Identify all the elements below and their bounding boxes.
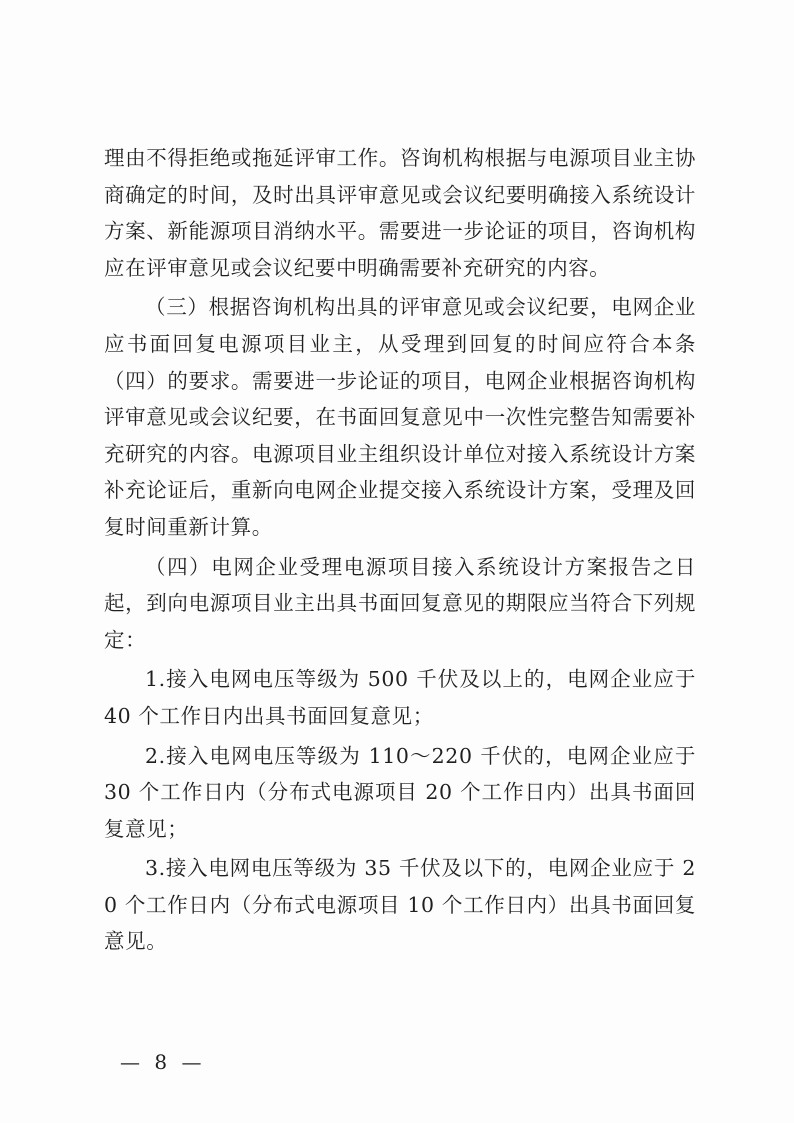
document-body (104, 140, 696, 963)
paragraph-continuation: 理由不得拒绝或拖延评审工作。咨询机构根据与电源项目业主协商确定的时间，及时出具评审意见或会议纪要明确接入系统设计方案、新能源项目消纳水平。需要进一步论证的项目，咨询机构应在评审意见或会议纪要中明确需要补充研究的内容。 (104, 146, 696, 280)
paragraph-item-three: （三）根据咨询机构出具的评审意见或会议纪要，电网企业应书面回复电源项目业主，从受理到回复的时间应符合本条（四）的要求。需要进一步论证的项目，电网企业根据咨询机构评审意见或会议纪要，在书面回复意见中一次性完整告知需要补充研究的内容。电源项目业主组织设计单位对接入系统设计方案补充论证后，重新向电网企业提交接入系统设计方案，受理及回复时间重新计算。 (104, 295, 696, 539)
page-number: — 8 — (120, 1050, 206, 1074)
list-item-500kv: 1.接入电网电压等级为 500 千伏及以上的，电网企业应于 40 个工作日内出具书面回复意见； (104, 667, 696, 728)
paragraph-item-four: （四）电网企业受理电源项目接入系统设计方案报告之日起，到向电源项目业主出具书面回复意见的期限应当符合下列规定： (104, 554, 696, 652)
list-item-110-220kv: 2.接入电网电压等级为 110～220 千伏的，电网企业应于 30 个工作日内（分布式电源项目 20 个工作日内）出具书面回复意见； (104, 743, 696, 841)
list-item-35kv: 3.接入电网电压等级为 35 千伏及以下的，电网企业应于 20 个工作日内（分布式电源项目 10 个工作日内）出具书面回复意见。 (104, 856, 696, 954)
